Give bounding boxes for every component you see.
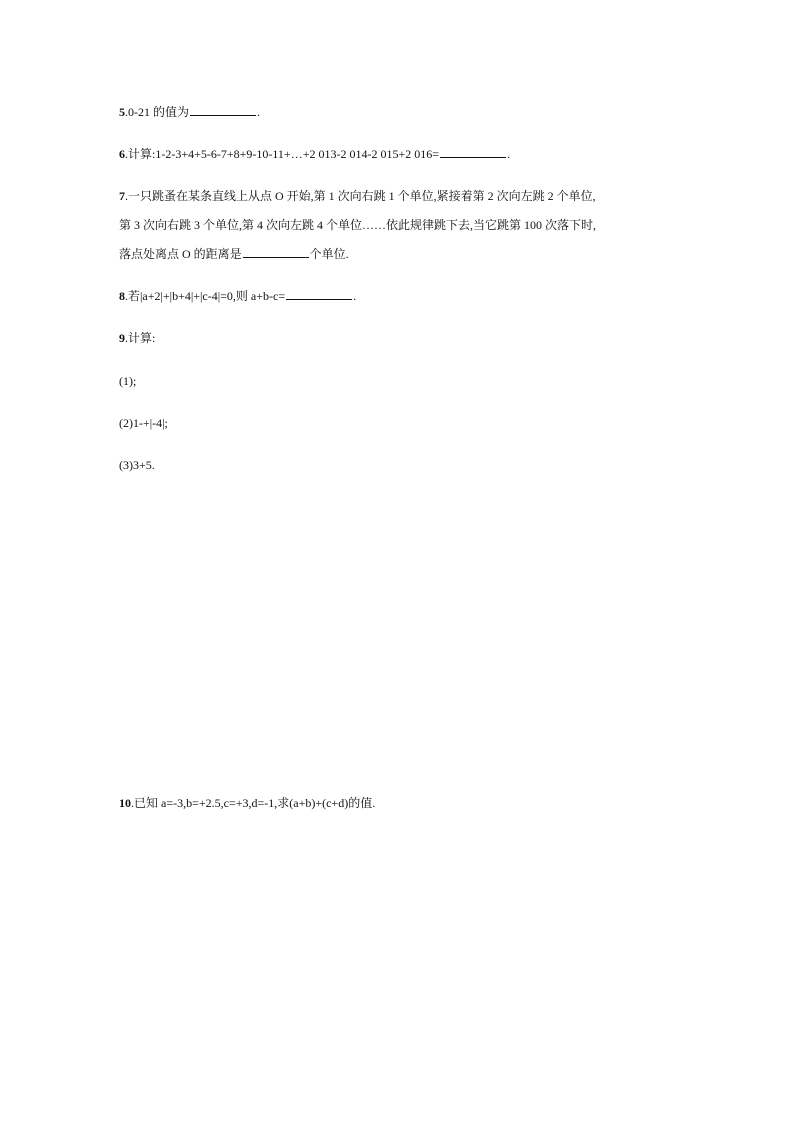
question-number: 8: [119, 289, 125, 303]
question-9-part-3: [119, 457, 155, 473]
question-text: 落点处离点 O 的距离是: [119, 247, 242, 261]
question-7-line-1: [119, 188, 596, 204]
question-text-end: 个单位.: [309, 247, 349, 261]
question-9-part-1: [119, 373, 136, 389]
question-7-line-3: [119, 246, 349, 262]
question-text: .计算:: [125, 331, 156, 345]
answer-blank[interactable]: [440, 147, 506, 158]
question-text-end: .: [353, 289, 357, 303]
question-number: 6: [119, 147, 125, 161]
question-6: [119, 146, 510, 162]
question-7-line-2: [119, 217, 596, 233]
question-number: 7: [119, 189, 125, 203]
question-text: .计算:1-2-3+4+5-6-7+8+9-10-11+…+2 013-2 014-2 015+2 016=: [125, 147, 439, 161]
question-9: [119, 330, 155, 346]
question-9-part-2: [119, 415, 168, 431]
question-text: .一只跳蚤在某条直线上从点 O 开始,第 1 次向右跳 1 个单位,紧接着第 2 次向左跳 2 个单位,: [125, 189, 596, 203]
question-text: .0-21 的值为: [125, 105, 189, 119]
question-number: 5: [119, 105, 125, 119]
question-5: [119, 104, 260, 120]
question-number: 9: [119, 331, 125, 345]
question-text-end: .: [257, 105, 260, 119]
question-text-end: .: [507, 147, 510, 161]
question-8: [119, 288, 356, 304]
question-text: 第 3 次向右跳 3 个单位,第 4 次向左跳 4 个单位……依此规律跳下去,当它跳第 100 次落下时,: [119, 218, 597, 232]
question-10: [119, 795, 375, 811]
sub-question-text: (1);: [119, 374, 137, 388]
question-number: 10: [119, 796, 131, 810]
answer-blank[interactable]: [243, 247, 309, 258]
sub-question-text: (2)1-+|-4|;: [119, 416, 168, 430]
answer-blank[interactable]: [286, 289, 352, 300]
sub-question-text: (3)3+5.: [119, 458, 155, 472]
question-text: .已知 a=-3,b=+2.5,c=+3,d=-1,求(a+b)+(c+d)的值.: [131, 796, 376, 810]
question-text: .若|a+2|+|b+4|+|c-4|=0,则 a+b-c=: [125, 289, 286, 303]
answer-blank[interactable]: [190, 105, 256, 116]
